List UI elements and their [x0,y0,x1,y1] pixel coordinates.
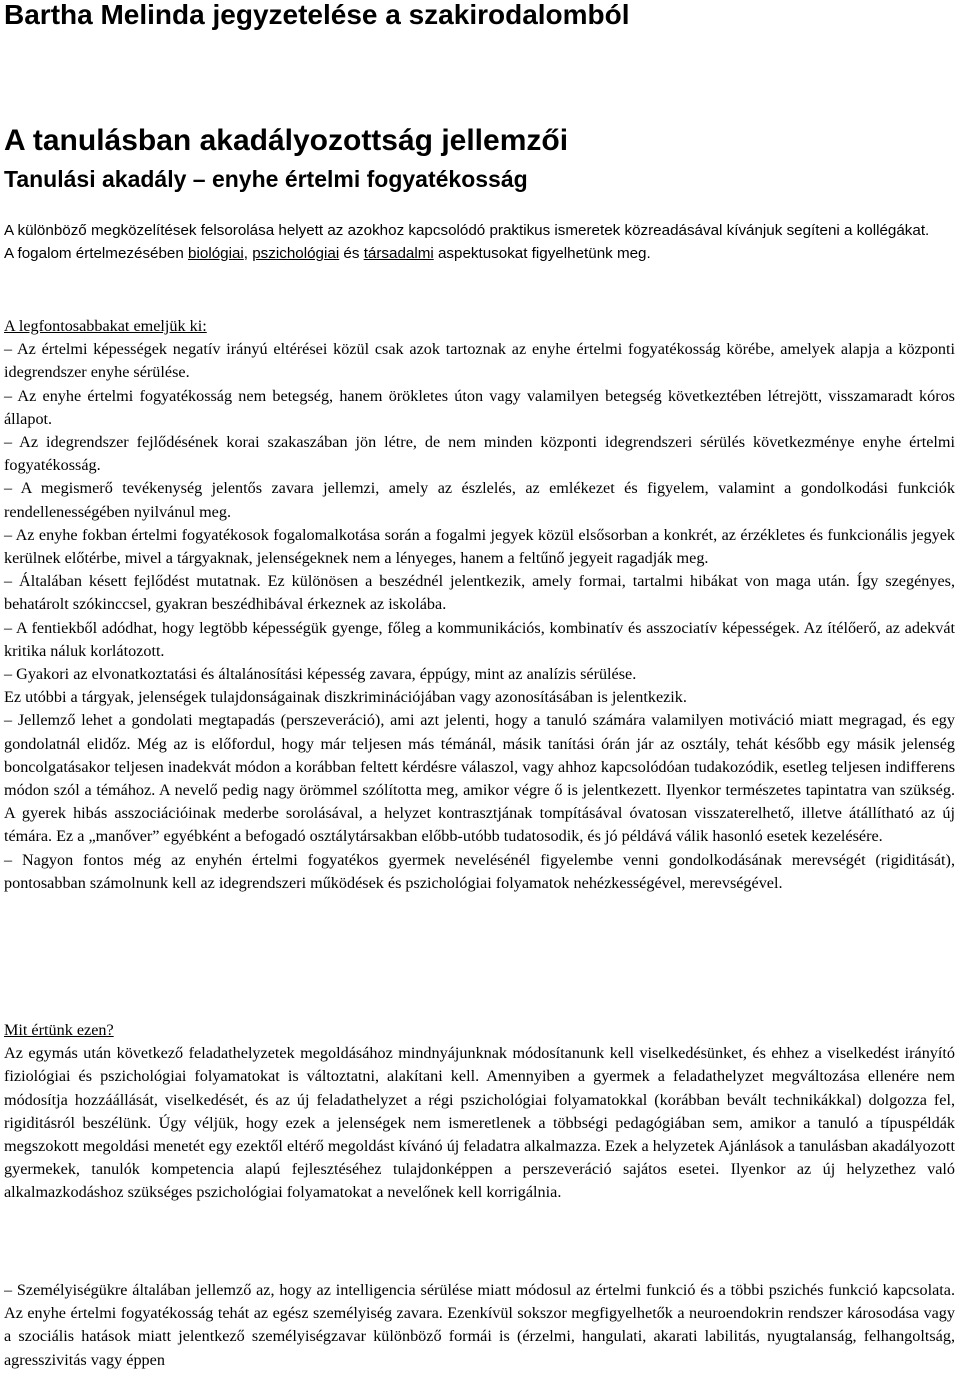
meaning-block [4,1019,955,1205]
intro-aspects-start: A fogalom értelmezésében [4,245,189,262]
section-title: A tanulásban akadályozottság jellemzői [4,124,569,157]
intro-block [4,219,956,265]
characteristic-item: – Általában késett fejlődést mutatnak. Ez különösen a beszédnél jelentkezik, amely formai, tartalmi hibákat von maga után. Így szegényes, behatárolt szókinccsel, gyakran beszédhibával érkeznek az iskolába. [4,572,955,614]
intro-aspects-end: aspektusokat figyelhetünk meg. [433,245,651,262]
personality-block [4,1279,955,1373]
aspect-biological: biológiai [188,245,244,262]
characteristics-heading: A legfontosabbakat emeljük ki: [4,317,207,335]
aspect-separator: és [339,245,364,262]
intro-aspects-line [4,242,956,265]
characteristic-item: – A megismerő tevékenység jelentős zavara jellemzi, amely az észlelés, az emlékezet és figyelem, valamint a gondolkodási funkciók rendellenességében nyilvánul meg. [4,479,955,521]
aspect-psychological: pszichológiai [252,245,340,262]
aspect-social: társadalmi [363,245,434,262]
characteristics-block [4,315,955,895]
meaning-paragraph: Az egymás után következő feladathelyzetek megoldásához mindnyájunknak módosítanunk kell viselkedésünket, és ehhez a viselkedést irányító fiziológiai és pszichológiai folyamatokat is változtatni, alakítani kell. Amennyiben a gyermek a feladathelyzet megváltozása ellenére nem módosítja hozzáállását, viselkedését, és az új feladathelyzet a régi pszichológiai folyamatokkal (korábban bevált technikákkal) dolgozza fel, rigiditásról beszélünk. Úgy véljük, hogy ezek a jelenségek nem ismeretlenek a többségi pedagógiában sem, amikor a tanuló a típuspéldák megszokott megoldási menetét egy ezektől eltérő megoldást kívánó új feladatra alkalmazza. Ezek a helyzetek Ajánlások a tanulásban akadályozott gyermekek, tanulók kompetencia alapú fejlesztéséhez tulajdonképpen a perszeveráció sajátos esetei. Ilyenkor az új helyzethez való alkalmazkodáshoz szükséges pszichológiai folyamatokat a nevelőnek kell korrigálnia. [4,1044,955,1202]
intro-paragraph: A különböző megközelítések felsorolása helyett az azokhoz kapcsolódó praktikus ismeretek közreadásával kívánjuk segíteni a kollégákat. [4,222,930,239]
characteristic-item: – Az enyhe fokban értelmi fogyatékosok fogalomalkotása során a fogalmi jegyek közül elsősorban a konkrét, az érzékletes és funkcionális jegyek kerülnek előtérbe, mivel a tárgyaknak, jelenségeknek nem a lényeges, hanem a feltűnő jegyeit ragadják meg. [4,525,955,568]
document-title: Bartha Melinda jegyzetelése a szakirodalomból [4,0,630,30]
characteristic-item: – Nagyon fontos még az enyhén értelmi fogyatékos gyermek nevelésénél figyelembe venni gondolkodásának merevségét (rigiditását), pontosabban számolnunk kell az idegrendszeri működések és pszichológiai folyamatok nehézkességével, merevségével. [4,850,955,892]
characteristic-item: – Gyakori az elvonatkoztatási és általánosítási képesség zavara, éppúgy, mint az analízis sérülése. [4,665,637,684]
characteristic-item: – Az enyhe értelmi fogyatékosság nem betegség, hanem örökletes úton vagy valamilyen betegség következtében létrejött, visszamaradt kóros állapot. [4,386,955,428]
characteristic-item: Ez utóbbi a tárgyak, jelenségek tulajdonságainak diszkriminációjában vagy azonosításában is jelentkezik. [4,688,687,707]
characteristic-item: – A fentiekből adódhat, hogy legtöbb képességük gyenge, főleg a kommunikációs, kombinatív és asszociatív képességek. Az ítélőerő, az adekvát kritika náluk korlátozott. [4,618,955,660]
section-subtitle: Tanulási akadály – enyhe értelmi fogyatékosság [4,166,528,192]
meaning-heading: Mit értünk ezen? [4,1021,114,1039]
characteristic-item: – Az értelmi képességek negatív irányú eltérései közül csak azok tartoznak az enyhe értelmi fogyatékosság körébe, amelyek alapja a központi idegrendszer enyhe sérülése. [4,340,955,382]
aspect-separator: , [243,245,253,262]
characteristic-item: – Jellemző lehet a gondolati megtapadás (perszeveráció), ami azt jelenti, hogy a tanuló számára valamilyen motiváció miatt megragad, és egy gondolatnál elidőz. Még az is előfordul, hogy már teljesen más témánál, másik tanítási órán jár az osztály, tehát később egy másik jelenség boncolgatásakor teljesen inadekvát módon a korábban feltett kérdésre válaszol, vagy ahhoz kapcsolódóan tudakozódik, esetleg teljesen indifferens módon szól a témához. A nevelő pedig nagy örömmel szólította meg, amikor végre ő is jelentkezett. Ilyenkor természetes tapintatra van szükség. A gyerek hibás asszociációinak mederbe sorolásával, a helyzet kontrasztjának tompításával óvatosan visszaterelhető, illetve átállítható az új témára. Ez a „manőver” egyébként a befogadó osztálytársakban előbb-utóbb tudatosodik, és jó példává válik hasonló esetek kezelésére. [4,711,955,846]
characteristic-item: – Az idegrendszer fejlődésének korai szakaszában jön létre, de nem minden központi idegrendszeri sérülés következménye enyhe értelmi fogyatékosság. [4,433,955,475]
personality-paragraph: – Személyiségükre általában jellemző az, hogy az intelligencia sérülése miatt módosul az értelmi funkció és a többi pszichés funkció kapcsolata. Az enyhe értelmi fogyatékosság tehát az egész személyiség zavara. Ezenkívül sokszor megfigyelhetők a neuroendokrin rendszer károsodása vagy a szociális hatások miatt jelentkező személyiségzavar különböző formái is (érzelmi, hangulati, akarati labilitás, nyugtalanság, felhangoltság, agresszivitás vagy éppen [4,1281,955,1369]
